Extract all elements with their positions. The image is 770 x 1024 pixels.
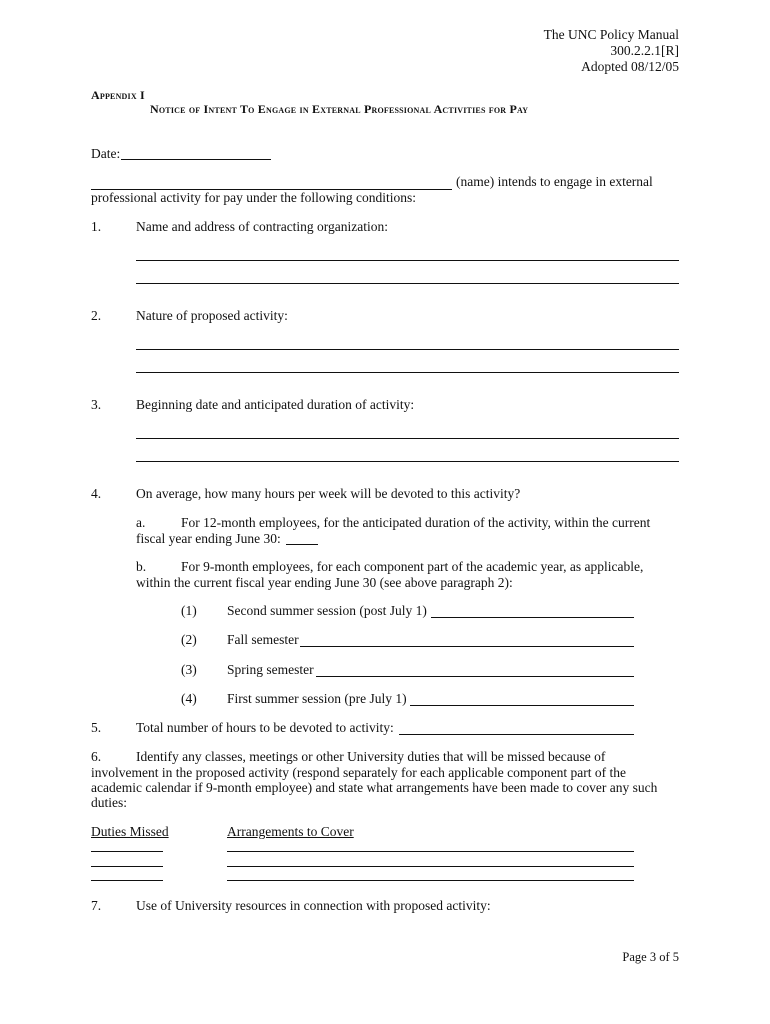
item-4b-label: b. — [136, 559, 147, 574]
sub-1-hours-line[interactable] — [431, 617, 634, 618]
item-5-number: 5. — [91, 720, 102, 735]
arrangements-line[interactable] — [227, 851, 634, 852]
arrangements-header: Arrangements to Cover — [227, 824, 354, 839]
document-title: Notice of Intent To Engage in External Professional Activities for Pay — [150, 102, 529, 116]
item-1-number: 1. — [91, 219, 102, 234]
item-3-answer-line[interactable] — [136, 438, 679, 439]
item-4a-text-2: fiscal year ending June 30: — [136, 531, 281, 546]
sub-1-text: Second summer session (post July 1) — [227, 603, 427, 618]
item-4b-text-2: within the current fiscal year ending June 30 (see above paragraph 2): — [136, 575, 513, 590]
item-4a-text-1: For 12-month employees, for the anticipated duration of the activity, within the current — [181, 515, 651, 530]
duties-missed-header: Duties Missed — [91, 824, 169, 839]
item-2-number: 2. — [91, 308, 102, 323]
sub-2-hours-line[interactable] — [300, 646, 634, 647]
intro-suffix: (name) intends to engage in external — [456, 174, 653, 189]
item-3-label: Beginning date and anticipated duration of activity: — [136, 397, 415, 412]
item-4-number: 4. — [91, 486, 102, 501]
sub-4-hours-line[interactable] — [410, 705, 634, 706]
adopted-date: Adopted 08/12/05 — [581, 59, 679, 74]
item-7-number: 7. — [91, 898, 102, 913]
sub-3-text: Spring semester — [227, 662, 314, 677]
item-6-text-1: Identify any classes, meetings or other University duties that will be missed because of — [136, 749, 606, 764]
item-6-text-4: duties: — [91, 795, 127, 810]
item-1-answer-line[interactable] — [136, 283, 679, 284]
item-7-label: Use of University resources in connection with proposed activity: — [136, 898, 491, 913]
item-2-label: Nature of proposed activity: — [136, 308, 288, 323]
item-5-hours-line[interactable] — [399, 734, 634, 735]
sub-3-number: (3) — [181, 662, 197, 677]
item-2-answer-line[interactable] — [136, 372, 679, 373]
policy-number: 300.2.2.1[R] — [610, 43, 679, 58]
item-3-answer-line[interactable] — [136, 461, 679, 462]
date-label: Date: — [91, 146, 121, 161]
date-field-line[interactable] — [121, 159, 271, 160]
duties-missed-line[interactable] — [91, 851, 163, 852]
page-number: Page 3 of 5 — [622, 950, 679, 964]
appendix-label: Appendix I — [91, 88, 145, 102]
item-4b-text-1: For 9-month employees, for each component part of the academic year, as applicable, — [181, 559, 644, 574]
item-4-label: On average, how many hours per week will be devoted to this activity? — [136, 486, 521, 501]
item-2-answer-line[interactable] — [136, 349, 679, 350]
item-6-text-2: involvement in the proposed activity (respond separately for each applicable component part of the — [91, 765, 626, 780]
sub-2-text: Fall semester — [227, 632, 299, 647]
sub-1-number: (1) — [181, 603, 197, 618]
item-4a-hours-line[interactable] — [286, 544, 318, 545]
sub-4-text: First summer session (pre July 1) — [227, 691, 407, 706]
item-3-number: 3. — [91, 397, 102, 412]
item-1-label: Name and address of contracting organization: — [136, 219, 389, 234]
item-6-text-3: academic calendar if 9-month employee) and state what arrangements have been made to cover any such — [91, 780, 658, 795]
duties-missed-line[interactable] — [91, 866, 163, 867]
policy-manual-title: The UNC Policy Manual — [543, 27, 679, 42]
sub-3-hours-line[interactable] — [316, 676, 634, 677]
item-4a-label: a. — [136, 515, 146, 530]
intro-line-2: professional activity for pay under the following conditions: — [91, 190, 417, 205]
sub-2-number: (2) — [181, 632, 197, 647]
item-1-answer-line[interactable] — [136, 260, 679, 261]
item-5-label: Total number of hours to be devoted to activity: — [136, 720, 394, 735]
arrangements-line[interactable] — [227, 880, 634, 881]
item-6-number: 6. — [91, 749, 102, 764]
sub-4-number: (4) — [181, 691, 197, 706]
arrangements-line[interactable] — [227, 866, 634, 867]
duties-missed-line[interactable] — [91, 880, 163, 881]
